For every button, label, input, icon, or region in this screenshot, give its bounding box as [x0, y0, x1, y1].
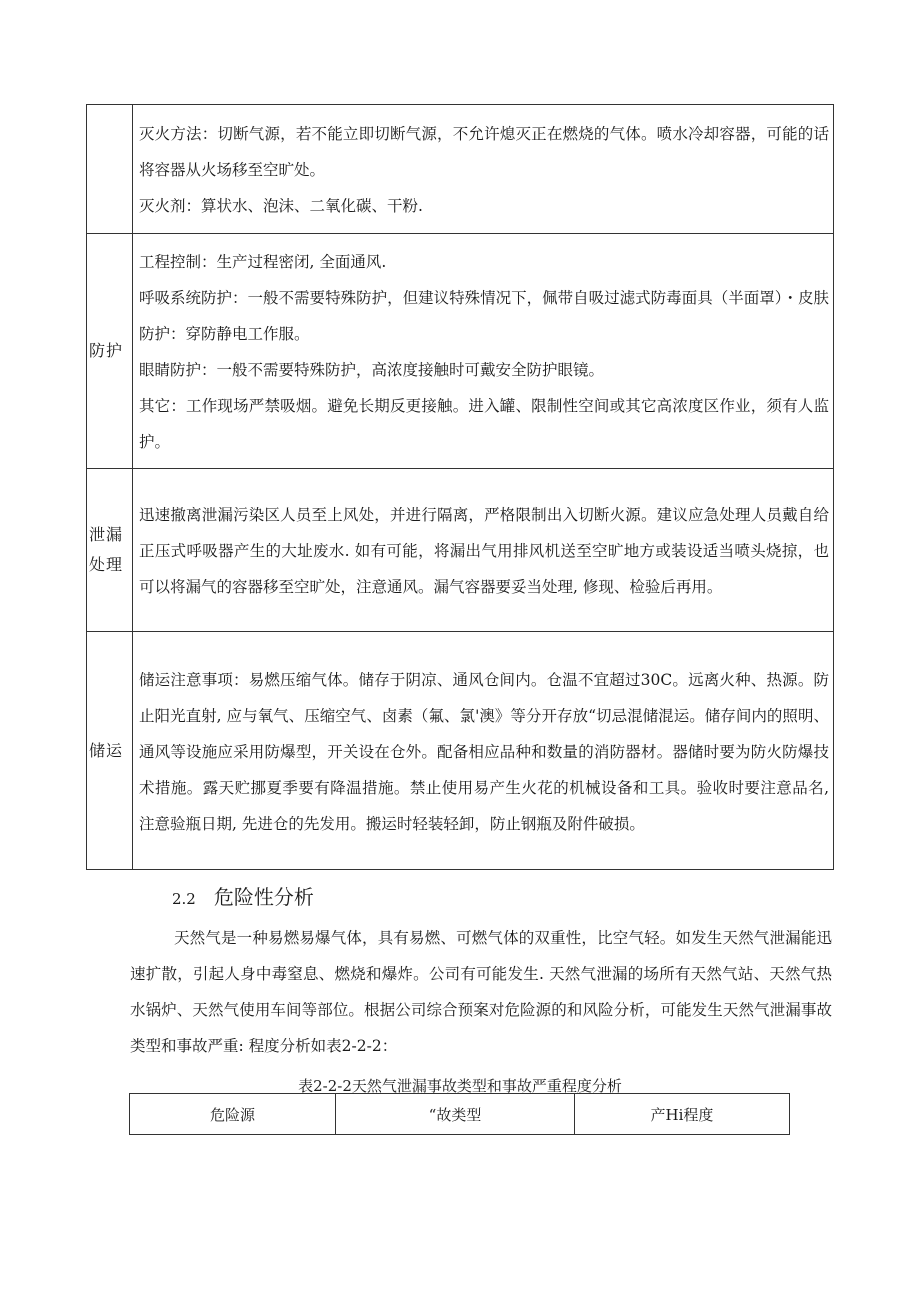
table-row-storage-transport — [87, 632, 834, 870]
table-header-row — [130, 1094, 790, 1135]
row-label — [87, 105, 133, 234]
header-hazard-source: 危险源 — [130, 1094, 336, 1135]
row-content — [133, 105, 834, 234]
table-row-leak-handling — [87, 469, 834, 632]
table-caption: 表2-2-2天然气泄漏事故类型和事故严重程度分析 — [298, 1077, 622, 1095]
header-accident-type: “故类型 — [336, 1094, 575, 1135]
body-paragraph: 天然气是一种易燃易爆气体，具有易燃、可燃气体的双重性，比空气轻。如发生天然气泄漏能迅速扩散，引起人身中毒窒息、燃烧和爆炸。公司有可能发生. 天然气泄漏的场所有天然气站、天然气热水锅炉、天然气使用车间等部位。根据公司综合预案对危险源的和风险分析，可能发生天然气泄漏事故类型和事故严重: 程度分析如表2-2-2： — [130, 929, 832, 1055]
content-line: 灭火剂：算状水、泡沫、二氧化碳、干粉. — [139, 197, 423, 215]
section-heading — [172, 880, 314, 916]
content-line: 工程控制：生产过程密闭, 全面通风. — [139, 253, 387, 271]
row-content — [133, 234, 834, 469]
row-label: 泄漏处理 — [87, 469, 133, 632]
risk-table — [129, 1093, 790, 1135]
content-line: 呼吸系统防护：一般不需要特殊防护，但建议特殊情况下，佩带自吸过滤式防毒面具（半面罩）・皮肤防护：穿防静电工作服。 — [139, 289, 829, 343]
section-title: 危险性分析 — [213, 885, 314, 909]
table-row-fire-fighting — [87, 105, 834, 234]
row-content — [133, 469, 834, 632]
section-number: 2.2 — [172, 890, 196, 908]
row-content — [133, 632, 834, 870]
row-label: 储运 — [87, 632, 133, 870]
safety-info-table — [86, 104, 834, 870]
row-label: 防护 — [87, 234, 133, 469]
header-severity: 产Hi程度 — [575, 1094, 790, 1135]
content-line: 灭火方法：切断气源，若不能立即切断气源，不允许熄灭正在燃烧的气体。喷水冷却容器，可能的话将容器从火场移至空旷处。 — [139, 125, 829, 179]
content-line: 储运注意事项：易燃压缩气体。储存于阴凉、通风仓间内。仓温不宜超过30C。远离火种、热源。防止阳光直射, 应与氧气、压缩空气、卤素（氟、氯'澳》等分开存放“切忌混储混运。储存间内的照明、通风等设施应采用防爆型，开关设在仓外。配备相应品种和数量的消防器材。器储时要为防火防爆技术措施。露天贮挪夏季要有降温措施。禁止使用易产生火花的机械设备和工具。验收时要注意品名, 注意验瓶日期, 先进仓的先发用。搬运时轻装轻卸，防止钢瓶及附件破损。 — [139, 670, 829, 833]
content-line: 眼睛防护：一般不需要特殊防护，高浓度接触时可戴安全防护眼镜。 — [139, 361, 605, 379]
table-row-protection — [87, 234, 834, 469]
content-line: 迅速撤离泄漏污染区人员至上风处，并进行隔离，严格限制出入切断火源。建议应急处理人员戴自给正压式呼吸器产生的大址废水. 如有可能，将漏出气用排风机送至空旷地方或装设适当喷头烧掠，也可以将漏气的容器移至空旷处，注意通风。漏气容器要妥当处理, 修现、检验后再用。 — [139, 506, 829, 596]
content-line: 其它：工作现场严禁吸烟。避免长期反更接触。进入罐、限制性空间或其它高浓度区作业，须有人监护。 — [139, 397, 829, 451]
